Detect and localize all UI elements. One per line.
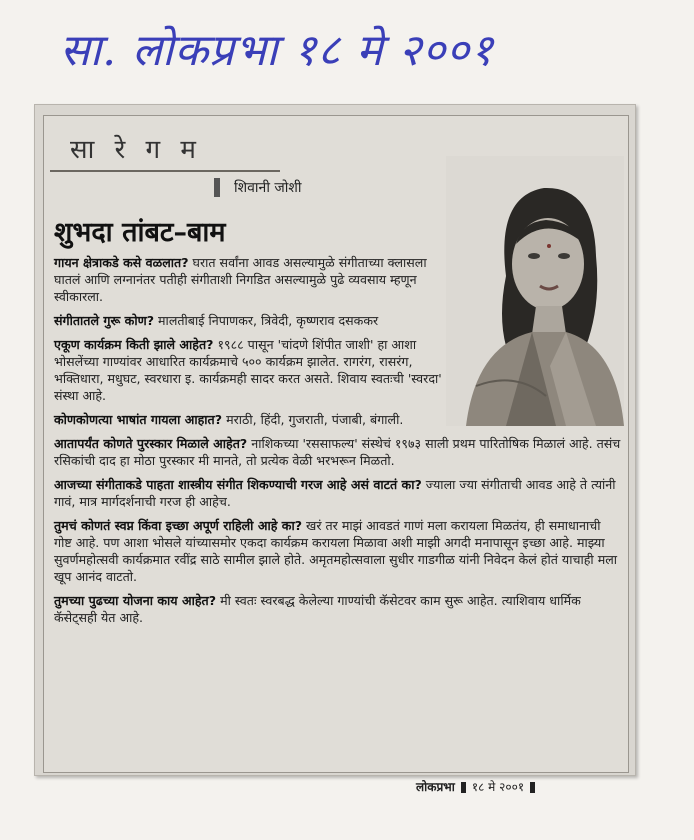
qa-paragraph xyxy=(54,411,622,428)
question: आजच्या संगीताकडे पाहता शास्त्रीय संगीत शिकण्याची गरज आहे असं वाटतं का? xyxy=(54,477,422,492)
clipping-content xyxy=(43,115,629,773)
qa-paragraph xyxy=(54,592,622,626)
question: गायन क्षेत्राकडे कसे वळलात? xyxy=(54,255,189,270)
answer: मी स्वतः स्वरबद्ध केलेल्या गाण्यांची कॅसेटवर काम सुरू आहेत. त्याशिवाय धार्मिक कॅसेट्सही येत आहे. xyxy=(54,593,581,625)
answer: नाशिकच्या 'रससाफल्य' संस्थेचं १९७३ साली प्रथम पारितोषिक मिळालं आहे. तसंच रसिकांची दाद हा मोठा पुरस्कार मी मानते, तो प्रत्येक वेळी भरभरून मिळतो. xyxy=(54,436,621,468)
publication-name: लोकप्रभा xyxy=(416,780,455,794)
answer: घरात सर्वांना आवड असल्यामुळे संगीताच्या क्लासला घातलं आणि लग्नानंतर पतीही संगीताशी निगडित असल्यामुळे पुढे व्यवसाय म्हणून स्वीकारला. xyxy=(54,255,427,304)
article-headline: शुभदा तांबट–बाम xyxy=(54,217,226,248)
separator-mark xyxy=(461,782,466,793)
question: संगीतातले गुरू कोण? xyxy=(54,313,155,328)
separator-mark xyxy=(530,782,535,793)
title-rule xyxy=(50,170,280,172)
qa-paragraph xyxy=(54,312,434,329)
answer: मराठी, हिंदी, गुजराती, पंजाबी, बंगाली. xyxy=(226,412,404,427)
answer: खरं तर माझं आवडतं गाणं मला करायला मिळतंय, ही समाधानाची गोष्ट आहे. पण आशा भोसले यांच्यासमोर एकदा कार्यक्रम करायला मिळावा अशी माझी अगदी मनापासून इच्छा आहे. माझ्या सुवर्णमहोत्सवी कार्यक्रमात रवींद्र साठे सामील झाले होते. अमृतमहोत्सवाला सुधीर गाडगीळ यांनी निवेदन केलं होतं याचाही मला खूप आनंद वाटतो. xyxy=(54,518,618,584)
answer: मालतीबाई निपाणकर, त्रिवेदी, कृष्णराव दसककर xyxy=(158,313,379,328)
question: आतापर्यंत कोणते पुरस्कार मिळाले आहेत? xyxy=(54,436,248,451)
newspaper-clipping xyxy=(34,104,636,776)
byline: शिवानी जोशी xyxy=(214,178,302,197)
handwritten-annotation: सा. लोकप्रभा १८ मे २००१ xyxy=(60,25,495,76)
qa-paragraph xyxy=(54,435,622,469)
qa-paragraph xyxy=(54,476,622,510)
qa-paragraph xyxy=(54,517,622,585)
qa-paragraph xyxy=(54,254,434,305)
question: एकूण कार्यक्रम किती झाले आहेत? xyxy=(54,337,214,352)
answer: १९८८ पासून 'चांदणे शिंपीत जाशी' हा आशा भोसलेंच्या गाण्यांवर आधारित कार्यक्रमाचे ५०० कार्यक्रम झालेत. रागरंग, रासरंग, भक्तिधारा, मधुघट, स्वरधारा इ. कार्यक्रमही सादर करत असते. शिवाय स्वतःची 'स्वरदा' संस्था आहे. xyxy=(54,337,442,403)
question: तुमचं कोणतं स्वप्न किंवा इच्छा अपूर्ण राहिली आहे का? xyxy=(54,518,303,533)
question: कोणकोणत्या भाषांत गायला आहात? xyxy=(54,412,223,427)
question: तुमच्या पुढच्या योजना काय आहेत? xyxy=(54,593,217,608)
article-body xyxy=(54,254,622,633)
clipping-footer xyxy=(416,778,541,795)
column-title: सा रे ग म xyxy=(70,135,202,165)
qa-paragraph xyxy=(54,336,454,404)
answer: ज्याला ज्या संगीताची आवड आहे ते त्यांनी गावं, मात्र मार्गदर्शनाची गरज ही आहेच. xyxy=(54,477,616,509)
publication-date: १८ मे २००१ xyxy=(471,780,525,794)
